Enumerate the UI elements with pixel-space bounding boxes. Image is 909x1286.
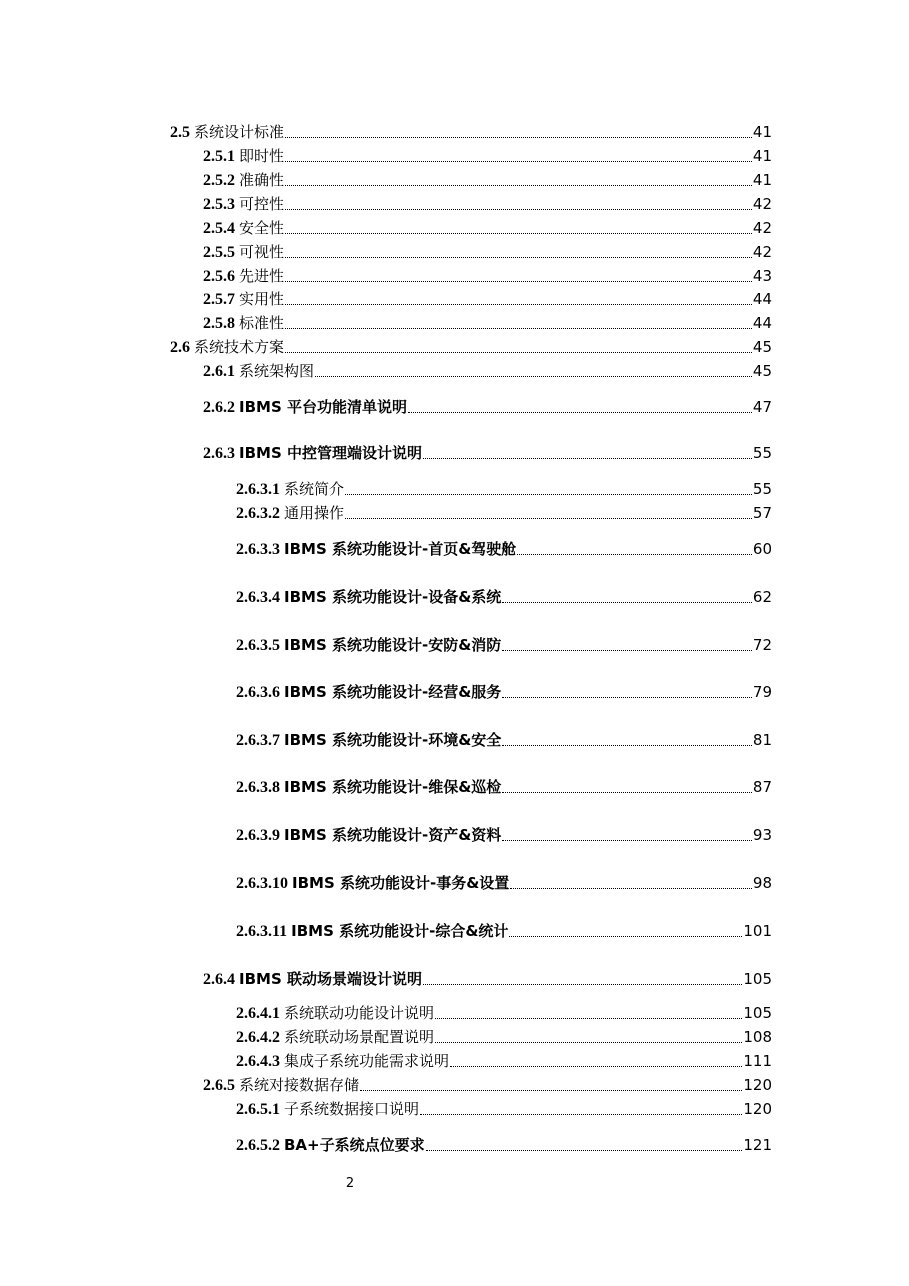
- toc-entry-page: 121: [743, 1136, 772, 1154]
- toc-entry[interactable]: [236, 1134, 772, 1156]
- toc-entry-title: 系统联动功能设计说明: [284, 1004, 435, 1022]
- dot-leader: [502, 650, 752, 651]
- toc-entry[interactable]: [236, 478, 772, 500]
- toc-entry[interactable]: [203, 217, 772, 239]
- dot-leader: [360, 1090, 742, 1091]
- toc-entry[interactable]: [236, 502, 772, 524]
- dot-leader: [285, 233, 752, 234]
- toc-entry-title: IBMS 系统功能设计-资产&资料: [284, 826, 502, 844]
- dot-leader: [435, 1042, 742, 1043]
- toc-entry-title: 系统简介: [284, 480, 345, 498]
- toc-entry-number: 2.5.8: [203, 315, 235, 332]
- dot-leader: [502, 792, 752, 793]
- dot-leader: [285, 209, 752, 210]
- toc-entry-number: 2.6.5: [203, 1077, 235, 1094]
- toc-entry-page: 45: [752, 362, 772, 380]
- dot-leader: [345, 494, 752, 495]
- toc-entry-number: 2.5.6: [203, 268, 235, 285]
- toc-entry-number: 2.6.3.6: [236, 684, 280, 701]
- toc-entry-title: 先进性: [239, 267, 285, 285]
- toc-entry-number: 2.6.3.7: [236, 732, 280, 749]
- toc-entry[interactable]: [236, 586, 772, 608]
- toc-entry-title: IBMS 中控管理端设计说明: [239, 444, 422, 462]
- toc-entry-page: 108: [743, 1028, 772, 1046]
- toc-entry-number: 2.5.2: [203, 172, 235, 189]
- toc-entry-number: 2.6.4.1: [236, 1005, 280, 1022]
- dot-leader: [420, 1114, 742, 1115]
- toc-entry[interactable]: [236, 776, 772, 798]
- toc-entry-number: 2.6.3.2: [236, 505, 280, 522]
- toc-entry-title: 系统对接数据存储: [239, 1076, 360, 1094]
- toc-entry[interactable]: [236, 634, 772, 656]
- toc-entry-title: IBMS 系统功能设计-经营&服务: [284, 683, 502, 701]
- dot-leader: [502, 745, 752, 746]
- dot-leader: [285, 352, 752, 353]
- toc-entry-title: 可视性: [239, 243, 285, 261]
- toc-entry-page: 105: [743, 1004, 772, 1022]
- dot-leader: [517, 554, 752, 555]
- toc-entry[interactable]: [236, 824, 772, 846]
- dot-leader: [285, 257, 752, 258]
- toc-entry-number: 2.6.3: [203, 445, 235, 462]
- toc-entry[interactable]: [203, 396, 772, 418]
- toc-entry-page: 81: [752, 731, 772, 749]
- toc-entry[interactable]: [203, 265, 772, 287]
- toc-entry-page: 47: [752, 398, 772, 416]
- toc-entry-page: 72: [752, 636, 772, 654]
- toc-entry-page: 41: [752, 147, 772, 165]
- dot-leader: [285, 161, 752, 162]
- toc-entry-page: 42: [752, 243, 772, 261]
- toc-entry-number: 2.6.2: [203, 399, 235, 416]
- toc-entry-number: 2.6.1: [203, 363, 235, 380]
- toc-entry-number: 2.6.3.8: [236, 779, 280, 796]
- toc-entry[interactable]: [203, 968, 772, 990]
- dot-leader: [435, 1018, 742, 1019]
- toc-entry-title: IBMS 系统功能设计-设备&系统: [284, 588, 502, 606]
- toc-entry-page: 87: [752, 778, 772, 796]
- toc-entry-page: 42: [752, 195, 772, 213]
- dot-leader: [408, 412, 752, 413]
- toc-entry[interactable]: [203, 288, 772, 310]
- toc-entry-title: 标准性: [239, 314, 285, 332]
- toc-entry-title: 实用性: [239, 290, 285, 308]
- toc-entry-page: 93: [752, 826, 772, 844]
- toc-entry-number: 2.6.3.11: [236, 923, 288, 940]
- toc-entry[interactable]: [236, 1002, 772, 1024]
- dot-leader: [502, 697, 752, 698]
- toc-entry[interactable]: [236, 1026, 772, 1048]
- toc-entry-title: IBMS 系统功能设计-环境&安全: [284, 731, 502, 749]
- toc-entry-page: 62: [752, 588, 772, 606]
- toc-entry-page: 43: [752, 267, 772, 285]
- toc-entry-number: 2.5: [170, 124, 190, 141]
- toc-entry-number: 2.6.3.5: [236, 637, 280, 654]
- toc-entry-number: 2.6.3.1: [236, 481, 280, 498]
- toc-entry-page: 120: [743, 1076, 772, 1094]
- toc-entry-page: 79: [752, 683, 772, 701]
- toc-entry[interactable]: [236, 920, 772, 942]
- toc-entry-title: 集成子系统功能需求说明: [284, 1052, 450, 1070]
- dot-leader: [502, 602, 752, 603]
- dot-leader: [285, 281, 752, 282]
- toc-entry-number: 2.5.7: [203, 291, 235, 308]
- toc-entry[interactable]: [236, 729, 772, 751]
- toc-entry-title: IBMS 系统功能设计-安防&消防: [284, 636, 502, 654]
- toc-entry-title: 安全性: [239, 219, 285, 237]
- toc-entry-page: 44: [752, 290, 772, 308]
- toc-entry-number: 2.5.1: [203, 148, 235, 165]
- dot-leader: [315, 376, 752, 377]
- toc-entry-title: IBMS 联动场景端设计说明: [239, 970, 422, 988]
- toc-entry[interactable]: [203, 241, 772, 263]
- toc-entry-title: 子系统数据接口说明: [284, 1100, 420, 1118]
- toc-entry-title: IBMS 系统功能设计-综合&统计: [291, 922, 509, 940]
- dot-leader: [423, 984, 742, 985]
- toc-entry-title: 系统联动场景配置说明: [284, 1028, 435, 1046]
- toc-entry-title: 系统架构图: [239, 362, 315, 380]
- toc-entry-page: 44: [752, 314, 772, 332]
- toc-entry[interactable]: [203, 442, 772, 464]
- dot-leader: [285, 137, 752, 138]
- toc-entry-number: 2.6.3.3: [236, 541, 280, 558]
- toc-entry-number: 2.6.3.10: [236, 875, 288, 892]
- toc-entry-page: 120: [743, 1100, 772, 1118]
- toc-entry[interactable]: [203, 169, 772, 191]
- toc-entry-title: 即时性: [239, 147, 285, 165]
- toc-entry-title: IBMS 平台功能清单说明: [239, 398, 407, 416]
- toc-entry[interactable]: [203, 1074, 772, 1096]
- toc-entry-title: IBMS 系统功能设计-事务&设置: [292, 874, 510, 892]
- dot-leader: [285, 328, 752, 329]
- toc-entry-page: 55: [752, 444, 772, 462]
- toc-entry[interactable]: [236, 872, 772, 894]
- toc-entry[interactable]: [236, 1050, 772, 1072]
- toc-entry-page: 98: [752, 874, 772, 892]
- toc-entry-number: 2.5.3: [203, 196, 235, 213]
- toc-entry-number: 2.6.5.2: [236, 1137, 280, 1154]
- toc-entry-title: 准确性: [239, 171, 285, 189]
- toc-entry[interactable]: [236, 1098, 772, 1120]
- toc-entry-number: 2.6.4.3: [236, 1053, 280, 1070]
- toc-entry-page: 55: [752, 480, 772, 498]
- dot-leader: [502, 840, 752, 841]
- page-number: 2: [345, 1176, 355, 1191]
- toc-entry[interactable]: [236, 681, 772, 703]
- toc-entry-page: 45: [752, 338, 772, 356]
- toc-entry-number: 2.6.3.9: [236, 827, 280, 844]
- dot-leader: [285, 185, 752, 186]
- dot-leader: [510, 888, 752, 889]
- toc-entry-page: 111: [743, 1052, 772, 1070]
- toc-entry-page: 42: [752, 219, 772, 237]
- toc-entry[interactable]: [203, 193, 772, 215]
- toc-entry-number: 2.6.3.4: [236, 589, 280, 606]
- dot-leader: [345, 518, 752, 519]
- toc-entry-page: 41: [752, 171, 772, 189]
- dot-leader: [285, 304, 752, 305]
- dot-leader: [450, 1066, 742, 1067]
- toc-entry-title: 系统技术方案: [194, 338, 285, 356]
- toc-entry-number: 2.6.5.1: [236, 1101, 280, 1118]
- toc-entry-title: IBMS 系统功能设计-首页&驾驶舱: [284, 540, 517, 558]
- toc-entry-page: 105: [743, 970, 772, 988]
- toc-entry-title: IBMS 系统功能设计-维保&巡检: [284, 778, 502, 796]
- toc-entry-title: 可控性: [239, 195, 285, 213]
- toc-entry-page: 57: [752, 504, 772, 522]
- toc-entry[interactable]: [236, 538, 772, 560]
- toc-entry-number: 2.5.5: [203, 244, 235, 261]
- dot-leader: [509, 936, 742, 937]
- toc-entry-page: 101: [743, 922, 772, 940]
- toc-entry[interactable]: [170, 336, 772, 358]
- toc-entry-title: 通用操作: [284, 504, 345, 522]
- toc-entry-number: 2.6: [170, 339, 190, 356]
- dot-leader: [423, 458, 752, 459]
- toc-entry-page: 60: [752, 540, 772, 558]
- toc-entry-title: 系统设计标准: [194, 123, 285, 141]
- toc-entry-number: 2.6.4: [203, 971, 235, 988]
- dot-leader: [426, 1150, 743, 1151]
- toc-entry-page: 41: [752, 123, 772, 141]
- toc-entry[interactable]: [203, 360, 772, 382]
- toc-entry-title: BA+子系统点位要求: [284, 1136, 425, 1154]
- toc-entry-number: 2.5.4: [203, 220, 235, 237]
- toc-entry[interactable]: [170, 121, 772, 143]
- toc-entry[interactable]: [203, 145, 772, 167]
- toc-entry-number: 2.6.4.2: [236, 1029, 280, 1046]
- toc-entry[interactable]: [203, 312, 772, 334]
